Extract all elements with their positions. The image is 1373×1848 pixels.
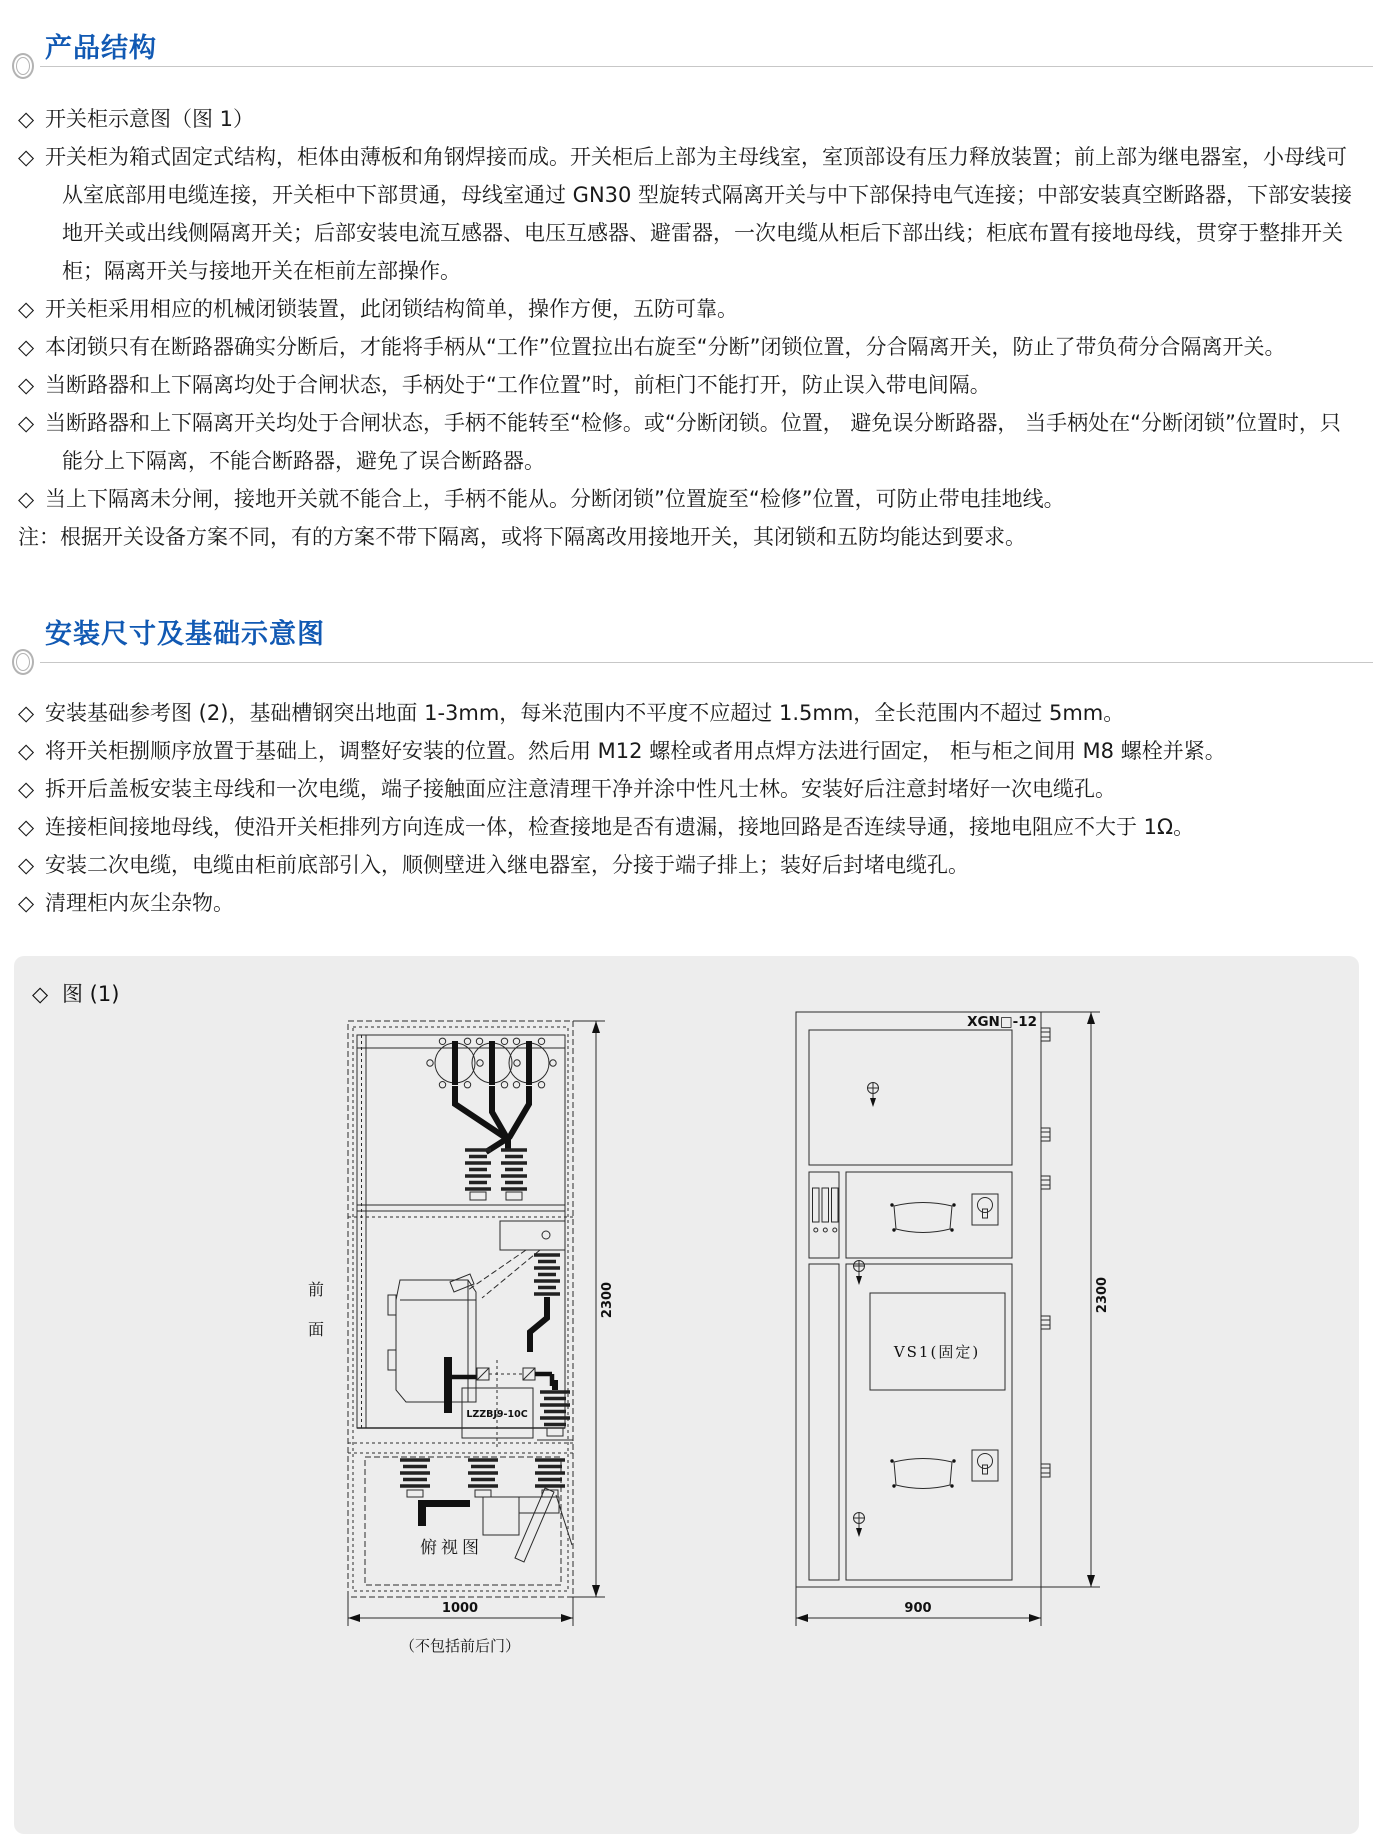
note-text: 注：根据开关设备方案不同，有的方案不带下隔离，或将下隔离改用接地开关，其闭锁和五防均能达到要求。 [18, 525, 1026, 549]
cabinet-model-label: XGN□-12 [967, 1014, 1037, 1030]
item-text: 开关柜为箱式固定式结构，柜体由薄板和角钢焊接而成。开关柜后上部为主母线室，室顶部设有压力释放装置；前上部为继电器室，小母线可从室底部用电缆连接，开关柜中下部贯通，母线室通过 GN30 型旋转式隔离开关与中下部保持电气连接；中部安装真空断路器，下部安装接地开关或出线侧隔离开关；后部安装电流互感器、电压互感器、避雷器，一次电缆从柜后下部出线；柜底布置有接地母线，贯穿于整排开关柜；隔离开关与接地开关在柜前左部操作。 [45, 145, 1353, 283]
section-title-install: 安装尺寸及基础示意图 [45, 619, 325, 650]
item-text: 清理柜内灰尘杂物。 [45, 891, 234, 915]
door-handle [890, 1203, 955, 1233]
top-view-label: 俯视图 [420, 1538, 483, 1558]
ct-box [462, 1360, 533, 1450]
item-text: 开关柜采用相应的机械闭锁装置，此闭锁结构简单，操作方便，五防可靠。 [45, 297, 738, 321]
diamond-bullet-icon: ◇ [18, 777, 35, 801]
ct-label: LZZBJ9-10C [466, 1409, 528, 1420]
hinge-icons [1041, 1028, 1050, 1477]
product-item [18, 290, 1360, 328]
ground-screw-icon [854, 1513, 865, 1538]
svg-text:1000: 1000 [441, 1601, 479, 1616]
product-item [18, 404, 1360, 480]
side-column-panel [809, 1264, 839, 1580]
diamond-bullet-icon: ◇ [18, 411, 35, 435]
diamond-bullet-icon: ◇ [18, 487, 35, 511]
svg-text:900: 900 [904, 1601, 932, 1616]
ground-screw-icon [868, 1083, 879, 1108]
svg-text:2300: 2300 [1095, 1276, 1110, 1314]
diamond-bullet-icon: ◇ [18, 739, 35, 763]
vs1-label: VS1(固定) [893, 1343, 981, 1361]
diamond-bullet-icon: ◇ [18, 335, 35, 359]
right-cabinet-drawing [795, 1000, 1115, 1660]
item-text: 当断路器和上下隔离开关均处于合闸状态，手柄不能转至“检修。或“分断闭锁。位置， 避免误分断路器， 当手柄处在“分断闭锁”位置时，只能分上下隔离，不能合断路器，避免了误合断路器。 [45, 411, 1341, 473]
install-item [18, 846, 1360, 884]
vs1-door [870, 1293, 1005, 1390]
bus-connection [444, 1357, 552, 1413]
diamond-bullet-icon: ◇ [18, 373, 35, 397]
door-top [809, 1030, 1012, 1165]
item-text: 当上下隔离未分闸，接地开关就不能合上，手柄不能从。分断闭锁”位置旋至“检修”位置，可防止带电挂地线。 [45, 487, 1065, 511]
door-lock-icon [972, 1194, 998, 1225]
left-cabinet-drawing [300, 1000, 630, 1660]
install-item [18, 770, 1360, 808]
dimension-width-left [348, 1597, 573, 1655]
item-text: 安装基础参考图 (2)，基础槽钢突出地面 1-3mm，每米范围内不平度不应超过 1.5mm，全长范围内不超过 5mm。 [45, 701, 1125, 725]
figure-label [32, 978, 119, 1008]
door-lock-icon [972, 1450, 998, 1481]
product-item [18, 366, 1360, 404]
dimension-width-right [796, 1587, 1041, 1626]
bushing-icons [427, 1038, 556, 1088]
section-title-product: 产品结构 [45, 33, 157, 64]
item-text: 安装二次电缆，电缆由柜前底部引入，顺侧壁进入继电器室，分接于端子排上；装好后封堵电缆孔。 [45, 853, 969, 877]
install-item [18, 694, 1360, 732]
figure-label-text: 图 (1) [62, 982, 120, 1006]
svg-text:前: 前 [308, 1280, 325, 1299]
section-divider [40, 66, 1373, 67]
cable-lines [455, 1086, 529, 1152]
svg-text:面: 面 [308, 1320, 325, 1339]
diamond-bullet-icon: ◇ [32, 982, 49, 1006]
product-item [18, 328, 1360, 366]
door-handle [890, 1459, 955, 1489]
install-item [18, 808, 1360, 846]
insulator-stack [465, 1150, 527, 1200]
item-text: 连接柜间接地母线，使沿开关柜排列方向连成一体，检查接地是否有遗漏，接地回路是否连续导通，接地电阻应不大于 1Ω。 [45, 815, 1195, 839]
diamond-bullet-icon: ◇ [18, 853, 35, 877]
top-view-group [365, 1457, 572, 1585]
install-text [18, 694, 1360, 922]
item-text: 开关柜示意图（图 1） [45, 107, 255, 131]
diamond-bullet-icon: ◇ [18, 145, 35, 169]
ring-icon [12, 53, 34, 79]
product-structure-text [18, 100, 1360, 556]
install-item [18, 732, 1360, 770]
diamond-bullet-icon: ◇ [18, 297, 35, 321]
shelf-and-linkage [348, 1205, 573, 1298]
diamond-bullet-icon: ◇ [18, 891, 35, 915]
width-note-label: （不包括前后门） [399, 1637, 521, 1655]
item-text: 当断路器和上下隔离均处于合闸状态，手柄处于“工作位置”时，前柜门不能打开，防止误入带电间隔。 [45, 373, 991, 397]
diamond-bullet-icon: ◇ [18, 701, 35, 725]
dimension-height-right [1041, 1012, 1110, 1587]
breaker-outline [388, 1280, 476, 1402]
figure-panel [14, 956, 1359, 1834]
louver-panel [809, 1172, 839, 1258]
item-text: 将开关柜捌顺序放置于基础上，调整好安装的位置。然后用 M12 螺栓或者用点焊方法进行固定， 柜与柜之间用 M8 螺栓并紧。 [45, 739, 1226, 763]
section-divider [40, 662, 1373, 663]
product-item [18, 480, 1360, 518]
ring-icon [12, 649, 34, 675]
door-lower [846, 1264, 1012, 1580]
product-item [18, 138, 1360, 290]
diamond-bullet-icon: ◇ [18, 107, 35, 131]
product-item [18, 100, 1360, 138]
svg-text:2300: 2300 [600, 1281, 615, 1319]
install-item [18, 884, 1360, 922]
diamond-bullet-icon: ◇ [18, 815, 35, 839]
insulator-stack [530, 1255, 560, 1352]
front-face-label [308, 1280, 324, 1339]
item-text: 拆开后盖板安装主母线和一次电缆，端子接触面应注意清理干净并涂中性凡士林。安装好后注意封堵好一次电缆孔。 [45, 777, 1116, 801]
item-text: 本闭锁只有在断路器确实分断后，才能将手柄从“工作”位置拉出右旋至“分断”闭锁位置，分合隔离开关，防止了带负荷分合隔离开关。 [45, 335, 1286, 359]
cabinet-front-outline [796, 1012, 1041, 1587]
dimension-height-left [573, 1021, 615, 1597]
